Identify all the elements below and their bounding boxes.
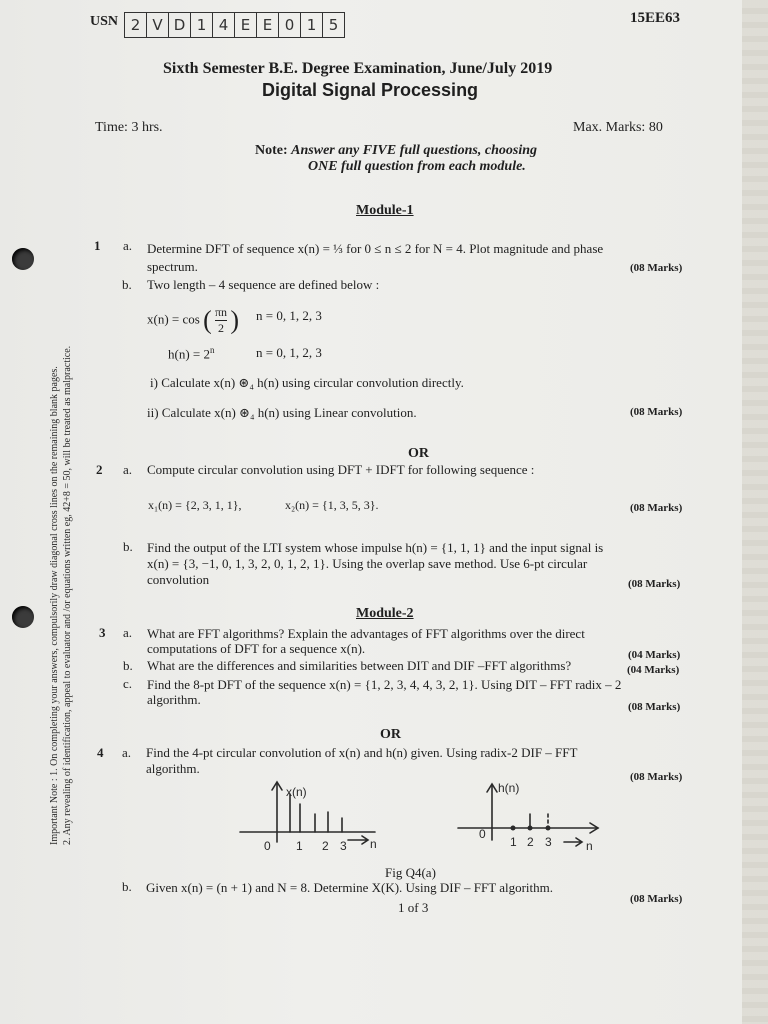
q2a-text: Compute circular convolution using DFT + IDFT for following sequence : — [147, 462, 535, 477]
fig-x-tick: 2 — [322, 839, 329, 853]
q1b-text: Two length – 4 sequence are defined below : — [147, 277, 380, 292]
q1b-part-ii: ii) Calculate x(n) ⊛₄ h(n) using Linear convolution. — [147, 405, 417, 420]
note-prefix: Note: — [255, 143, 288, 158]
q1b-eq2-range: n = 0, 1, 2, 3 — [256, 345, 322, 360]
fig-q4a-sketch — [230, 776, 610, 862]
q1b-eq1 — [147, 305, 239, 336]
q3a-text-2: computations of DFT for a sequence x(n). — [147, 641, 366, 656]
exam-title: Sixth Semester B.E. Degree Examination, June/July 2019 — [163, 60, 553, 77]
q1b-eq1-range: n = 0, 1, 2, 3 — [256, 308, 322, 323]
q2a-seq2: x₂(n) = {1, 3, 5, 3}. — [285, 498, 379, 512]
hn-dot — [511, 826, 516, 831]
fig-h-axis-n: n — [586, 839, 593, 853]
eq1-frac-num: πn — [215, 305, 228, 319]
xn-n-arrow-icon — [348, 836, 368, 844]
q2b-text-1: Find the output of the LTI system whose impulse h(n) = {1, 1, 1} and the input signal is — [147, 540, 604, 555]
hn-n-arrow-icon — [564, 838, 582, 846]
q1b-marks: (08 Marks) — [630, 406, 683, 418]
q4a-text-2: algorithm. — [146, 761, 200, 776]
q2a-seq1: x₁(n) = {2, 3, 1, 1}, — [148, 498, 242, 512]
q4a-marks: (08 Marks) — [630, 771, 683, 783]
fig-x-label: x(n) — [286, 785, 307, 799]
q2b-marks: (08 Marks) — [628, 578, 681, 590]
q1-number: 1 — [94, 238, 101, 253]
or-divider-1: OR — [408, 446, 429, 461]
subject-title: Digital Signal Processing — [262, 80, 479, 100]
eq2-sup: n — [210, 345, 215, 355]
hn-dot — [546, 826, 551, 831]
eq1-lhs: x(n) = cos — [147, 311, 200, 327]
module-2-heading: Module-2 — [356, 606, 414, 621]
page-number: 1 of 3 — [398, 900, 429, 915]
q4b-marks: (08 Marks) — [630, 893, 683, 905]
fig-h-tick: 0 — [479, 827, 486, 841]
q2a-marks: (08 Marks) — [630, 502, 683, 514]
max-marks: Max. Marks: 80 — [573, 120, 663, 135]
side-important-note — [48, 346, 74, 845]
eq1-fraction — [215, 305, 227, 336]
usn-boxes — [124, 12, 345, 38]
fig-h-tick: 3 — [545, 835, 552, 849]
q4-number: 4 — [97, 745, 104, 760]
q3c-text-2: algorithm. — [147, 692, 201, 707]
q3b-marks: (04 Marks) — [627, 664, 680, 676]
fig-h-tick: 2 — [527, 835, 534, 849]
paren-close-icon: ) — [230, 305, 239, 335]
hn-dot — [528, 826, 533, 831]
q1b-label: b. — [122, 277, 132, 292]
eq2-lhs: h(n) = 2 — [168, 346, 210, 362]
usn-char: 1 — [191, 13, 213, 37]
usn-char: D — [169, 13, 191, 37]
q2b-text-2: x(n) = {3, −1, 0, 1, 3, 2, 0, 1, 2, 1}. Using the overlap save method. Use 6-pt circular — [147, 556, 588, 571]
module-1-heading: Module-1 — [356, 203, 414, 218]
fig-h-tick: 1 — [510, 835, 517, 849]
q3a-label: a. — [123, 625, 133, 640]
q3b-label: b. — [123, 658, 133, 673]
punch-hole-icon — [12, 606, 34, 628]
punch-hole-icon — [12, 248, 34, 270]
eq1-frac-den: 2 — [218, 321, 225, 335]
q1a-text: Determine DFT of sequence x(n) = ⅓ for 0 ≤ n ≤ 2 for N = 4. Plot magnitude and phase — [147, 241, 604, 256]
usn-char: 2 — [125, 13, 147, 37]
q2a-label: a. — [123, 462, 133, 477]
q1a-marks: (08 Marks) — [630, 262, 683, 274]
paper-code: 15EE63 — [630, 10, 681, 26]
q3a-marks: (04 Marks) — [628, 649, 681, 661]
side-note-line-2: 2. Any revealing of identification, appeal to evaluator and /or equations written eg, 42+8 = 50, will be treated as malpractice. — [62, 345, 73, 845]
q1a-text-2: spectrum. — [147, 259, 198, 274]
q2-number: 2 — [96, 462, 103, 477]
fig-x-tick: 1 — [296, 839, 303, 853]
q3b-text: What are the differences and similarities between DIT and DIF –FFT algorithms? — [147, 658, 572, 673]
fig-x-tick: 0 — [264, 839, 271, 853]
q4a-label: a. — [122, 745, 132, 760]
fig-h-label: h(n) — [498, 781, 520, 795]
usn-char: E — [257, 13, 279, 37]
q3a-text-1: What are FFT algorithms? Explain the advantages of FFT algorithms over the direct — [147, 626, 585, 641]
instructions-line-1 — [255, 143, 537, 159]
or-divider-2: OR — [380, 727, 401, 742]
q1a-label: a. — [123, 238, 133, 253]
q4a-text-1: Find the 4-pt circular convolution of x(n) and h(n) given. Using radix-2 DIF – FFT — [146, 745, 578, 760]
usn-char: 0 — [279, 13, 301, 37]
time-allowed: Time: 3 hrs. — [95, 120, 163, 135]
q1b-part-i: i) Calculate x(n) ⊛₄ h(n) using circular convolution directly. — [150, 375, 464, 390]
q4b-text: Given x(n) = (n + 1) and N = 8. Determine X(K). Using DIF – FFT algorithm. — [146, 880, 554, 895]
q3c-marks: (08 Marks) — [628, 701, 681, 713]
q2b-label: b. — [123, 539, 133, 554]
q2b-text-3: convolution — [147, 572, 210, 587]
usn-char: 4 — [213, 13, 235, 37]
usn-char: V — [147, 13, 169, 37]
usn-label: USN — [90, 14, 119, 29]
usn-char: 5 — [328, 16, 339, 34]
side-note-line-1: Important Note : 1. On completing your answers, compulsorily draw diagonal cross lines on the remaining blank pages. — [49, 366, 60, 845]
fig-x-tick: 3 — [340, 839, 347, 853]
fig-x-axis-n: n — [370, 837, 377, 851]
q1b-eq2 — [168, 345, 215, 362]
instructions-line-2: ONE full question from each module. — [308, 159, 526, 174]
usn-char: 1 — [301, 13, 323, 37]
paren-open-icon: ( — [203, 305, 212, 335]
q3c-label: c. — [123, 676, 133, 691]
q3c-text-1: Find the 8-pt DFT of the sequence x(n) = {1, 2, 3, 4, 4, 3, 2, 1}. Using DIT – FFT radix – 2 — [147, 677, 622, 692]
note-text: Answer any FIVE full questions, choosing — [291, 143, 538, 158]
page-edge-shadow — [742, 0, 768, 1024]
q3-number: 3 — [99, 625, 106, 640]
q4b-label: b. — [122, 879, 132, 894]
fig-caption: Fig Q4(a) — [385, 865, 436, 880]
usn-char: E — [235, 13, 257, 37]
